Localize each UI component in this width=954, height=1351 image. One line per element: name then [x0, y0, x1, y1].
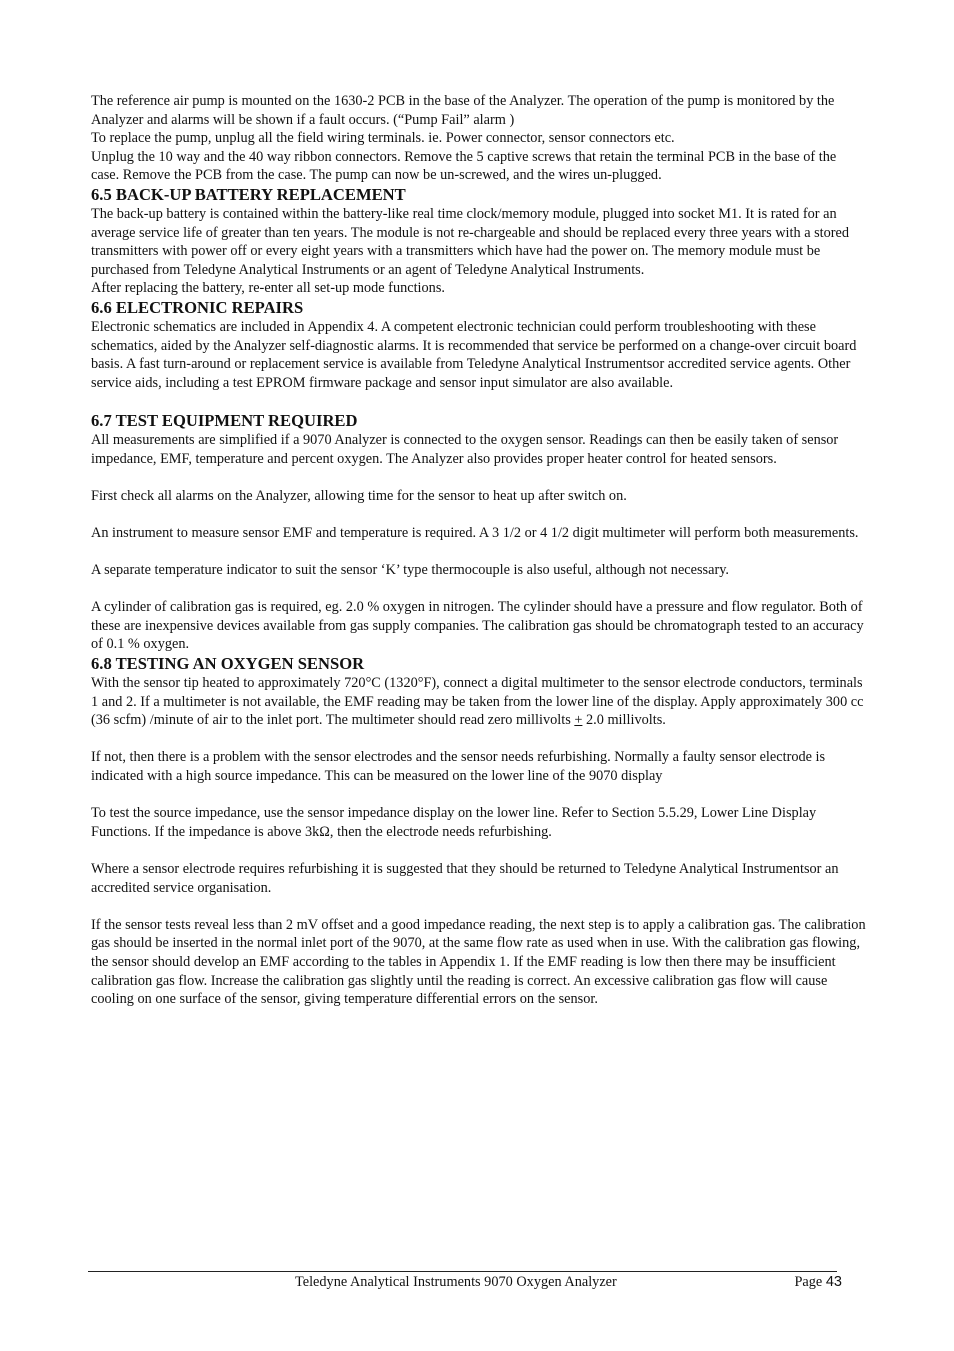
section-6-8-heading: 6.8 TESTING AN OXYGEN SENSOR [91, 654, 365, 674]
spacer [91, 542, 866, 561]
intro-paragraph-1: The reference air pump is mounted on the 1630-2 PCB in the base of the Analyzer. The operation of the pump is monitored by the Analyzer and alarms will be shown if a fault occurs. (“Pump Fail” alarm ) [91, 93, 835, 128]
page-number: 43 [825, 1274, 842, 1290]
section-6-5-paragraph-1: The back-up battery is contained within the battery-like real time clock/memory module, plugged into socket M1. It is rated for an average service life of greater than ten years. The module is not re-chargeable and should be replaced every three years with a stored transmitters with power off or every eight years with a transmitters which have had the power on. The memory module must be purchased from Teledyne Analytical Instruments or an agent of Teledyne Analytical Instruments. [91, 205, 850, 278]
section-6-7-heading: 6.7 TEST EQUIPMENT REQUIRED [91, 410, 358, 430]
spacer [91, 468, 866, 487]
page-number-label [794, 1274, 842, 1291]
section-6-5-heading: 6.5 BACK-UP BATTERY REPLACEMENT [91, 184, 406, 204]
section-6-8-paragraph-2: If not, then there is a problem with the sensor electrodes and the sensor needs refurbishing. Normally a faulty sensor electrode is indicated with a high source impedance. This can be measured on the lower line of the 9070 display [91, 749, 826, 784]
spacer [91, 505, 866, 524]
footer-title: Teledyne Analytical Instruments 9070 Oxygen Analyzer [295, 1274, 617, 1290]
page-label: Page [794, 1274, 826, 1290]
section-6-7-paragraph-1: All measurements are simplified if a 9070 Analyzer is connected to the oxygen sensor. Readings can then be easily taken of sensor impedance, EMF, temperature and percent oxygen. The Analyzer also provides proper heater control for heated sensors. [91, 431, 839, 467]
spacer [91, 841, 866, 860]
paragraph-text: 2.0 millivolts. [582, 712, 666, 729]
intro-paragraph-2: To replace the pump, unplug all the field wiring terminals. ie. Power connector, sensor connectors etc. [91, 130, 675, 147]
plus-minus-sign: + [574, 712, 583, 729]
spacer [91, 392, 866, 411]
section-6-8-paragraph-4: Where a sensor electrode requires refurbishing it is suggested that they should be returned to Teledyne Analytical Instrumentsor an accredited service organisation. [91, 860, 839, 896]
document-page [91, 92, 866, 1009]
spacer [91, 786, 866, 805]
section-6-7-paragraph-2: First check all alarms on the Analyzer, allowing time for the sensor to heat up after switch on. [91, 487, 627, 504]
spacer [91, 730, 866, 749]
spacer [91, 580, 866, 599]
spacer [91, 897, 866, 916]
section-6-7-paragraph-3: An instrument to measure sensor EMF and temperature is required. A 3 1/2 or 4 1/2 digit multimeter will perform both measurements. [91, 524, 859, 541]
section-6-6-heading: 6.6 ELECTRONIC REPAIRS [91, 297, 304, 317]
paragraph-text: With the sensor tip heated to approximately 720°C (1320°F), connect a digital multimeter to the sensor electrode conductors, terminals 1 and 2. If a multimeter is not available, the EMF reading may be taken from the lower line of the display. Apply approximately 300 cc (36 scfm) /minute of air to the inlet port. The multimeter should read zero millivolts [91, 675, 864, 729]
intro-paragraph-3: Unplug the 10 way and the 40 way ribbon connectors. Remove the 5 captive screws that retain the terminal PCB in the base of the case. Remove the PCB from the case. The pump can now be un-screwed, and the wires un-plugged. [91, 148, 837, 184]
section-6-8-paragraph-1 [91, 674, 866, 730]
section-6-7-paragraph-5: A cylinder of calibration gas is required, eg. 2.0 % oxygen in nitrogen. The cylinder should have a pressure and flow regulator. Both of these are inexpensive devices available from gas supply companies. The calibration gas should be chromatograph tested to an accuracy of 0.1 % oxygen. [91, 599, 864, 653]
footer-divider [88, 1271, 837, 1272]
section-6-5-paragraph-2: After replacing the battery, re-enter all set-up mode functions. [91, 280, 445, 297]
section-6-8-paragraph-3: To test the source impedance, use the sensor impedance display on the lower line. Refer to Section 5.5.29, Lower Line Display Functions. If the impedance is above 3kΩ, then the electrode needs refurbishing. [91, 805, 817, 840]
section-6-7-paragraph-4: A separate temperature indicator to suit the sensor ‘K’ type thermocouple is also useful, although not necessary. [91, 562, 730, 579]
section-6-6-paragraph-1: Electronic schematics are included in Appendix 4. A competent electronic technician could perform troubleshooting with these schematics, aided by the Analyzer self-diagnostic alarms. It is recommended that service be performed on a change-over circuit board basis. A fast turn-around or replacement service is available from Teledyne Analytical Instrumentsor accredited service agents. Other service aids, including a test EPROM firmware package and sensor input simulator are also available. [91, 318, 857, 391]
section-6-8-paragraph-5: If the sensor tests reveal less than 2 mV offset and a good impedance reading, the next step is to apply a calibration gas. The calibration gas should be inserted in the normal inlet port of the 9070, at the same flow rate as used when in use. With the calibration gas flowing, the sensor should develop an EMF according to the tables in Appendix 1. If the EMF reading is low then there may be insufficient calibration gas flow. Increase the calibration gas slightly until the reading is correct. An excessive calibration gas flow will cause cooling on one surface of the sensor, giving temperature differential errors on the sensor. [91, 916, 866, 1008]
